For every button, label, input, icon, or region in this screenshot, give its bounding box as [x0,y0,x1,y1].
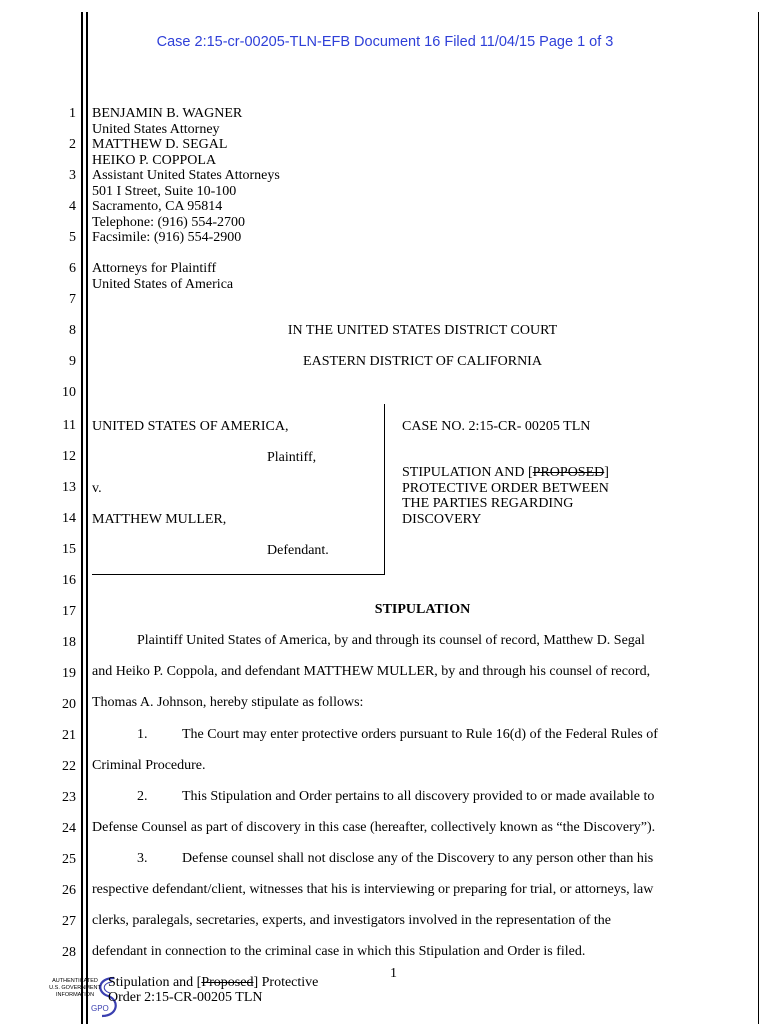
left-margin-rule-inner [86,12,88,1024]
page-number: 1 [390,966,397,981]
line-number: 12 [62,449,76,464]
item-number: 2. [137,789,148,804]
line-number: 16 [62,573,76,588]
footer-caption-line [108,975,318,991]
line-number: 11 [62,418,76,433]
line-number: 6 [69,261,76,276]
line-number: 28 [62,945,76,960]
caption-defendant: MATTHEW MULLER, [92,512,227,527]
body-line: Criminal Procedure. [92,758,206,773]
document-title-text: STIPULATION AND [ [402,465,533,480]
counsel-name: BENJAMIN B. WAGNER [92,106,243,121]
court-district: EASTERN DISTRICT OF CALIFORNIA [303,354,542,369]
line-number: 8 [69,323,76,338]
line-number: 26 [62,883,76,898]
caption-versus: v. [92,481,102,496]
body-line: The Court may enter protective orders pursuant to Rule 16(d) of the Federal Rules of [182,727,658,742]
caption-defendant-role: Defendant. [267,543,329,558]
line-number: 21 [62,728,76,743]
caption-plaintiff-role: Plaintiff, [267,450,317,465]
line-number: 27 [62,914,76,929]
document-title-text: ] [604,465,609,480]
counsel-telephone: Telephone: (916) 554-2700 [92,214,245,230]
right-margin-rule [758,12,759,1024]
seal-text: AUTHENTICATED [52,978,98,984]
body-line: respective defendant/client, witnesses that his is interviewing or preparing for trial, or attorneys, law [92,882,654,897]
document-title-text: THE PARTIES REGARDING [402,496,574,511]
seal-text: INFORMATION [55,992,95,998]
footer-struck-text: Proposed [201,975,254,990]
counsel-address: 501 I Street, Suite 10-100 [92,183,237,199]
line-number: 9 [69,354,76,369]
line-number: 17 [62,604,76,619]
line-number: 14 [62,511,76,526]
counsel-block [92,106,280,246]
stipulation-heading: STIPULATION [374,602,471,617]
line-number: 22 [62,759,76,774]
line-number: 20 [62,697,76,712]
body-line: and Heiko P. Coppola, and defendant MATTHEW MULLER, by and through his counsel of record, [92,664,651,679]
footer-text: ] Protective [253,975,319,990]
body-line: defendant in connection to the criminal case in which this Stipulation and Order is filed. [92,944,586,959]
document-title-text: DISCOVERY [402,511,482,527]
body-line: Thomas A. Johnson, hereby stipulate as follows: [92,695,364,710]
body-line: Defense counsel shall not disclose any of the Discovery to any person other than his [182,851,654,866]
caption-divider [384,404,385,574]
seal-text: U.S. GOVERNMENT [49,985,101,991]
caption-plaintiff: UNITED STATES OF AMERICA, [92,419,289,434]
line-number: 7 [69,292,76,307]
footer-caption-line: Order 2:15-CR-00205 TLN [108,990,263,1005]
left-margin-rule-outer [81,12,83,1024]
caption-underline [92,574,385,575]
line-number: 18 [62,635,76,650]
attorneys-for-party: United States of America [92,276,234,292]
document-title-struck: PROPOSED [532,465,605,480]
line-number: 13 [62,480,76,495]
document-title-text: PROTECTIVE ORDER BETWEEN [402,480,609,496]
line-number: 4 [69,199,76,214]
line-number: 10 [62,385,76,400]
case-number: CASE NO. 2:15-CR- 00205 TLN [402,419,591,434]
item-number: 3. [137,851,148,866]
footer-text: Stipulation and [ [108,975,202,990]
court-name: IN THE UNITED STATES DISTRICT COURT [287,323,558,338]
attorneys-for-block [92,261,233,292]
document-title [402,465,609,527]
body-line: Plaintiff United States of America, by and through its counsel of record, Matthew D. Segal [137,633,645,648]
line-number: 23 [62,790,76,805]
line-number: 1 [69,106,76,121]
counsel-address: Sacramento, CA 95814 [92,199,223,214]
line-number: 19 [62,666,76,681]
counsel-name: MATTHEW D. SEGAL [92,137,228,152]
line-number: 15 [62,542,76,557]
ecf-header: Case 2:15-cr-00205-TLN-EFB Document 16 Filed 11/04/15 Page 1 of 3 [156,34,614,50]
attorneys-for-label: Attorneys for Plaintiff [92,261,217,276]
body-line: clerks, paralegals, secretaries, experts, and investigators involved in the representation of the [92,913,611,928]
counsel-name: HEIKO P. COPPOLA [92,152,217,168]
seal-mark: GPO [91,1004,109,1013]
body-line: This Stipulation and Order pertains to all discovery provided to or made available to [182,789,655,804]
body-line: Defense Counsel as part of discovery in this case (hereafter, collectively known as “the Discovery”). [92,820,656,835]
line-number: 5 [69,230,76,245]
line-number: 25 [62,852,76,867]
counsel-title: United States Attorney [92,121,220,137]
line-number: 2 [69,137,76,152]
item-number: 1. [137,727,148,742]
counsel-title: Assistant United States Attorneys [92,168,280,183]
line-number: 3 [69,168,76,183]
line-number: 24 [62,821,76,836]
counsel-facsimile: Facsimile: (916) 554-2900 [92,230,242,245]
